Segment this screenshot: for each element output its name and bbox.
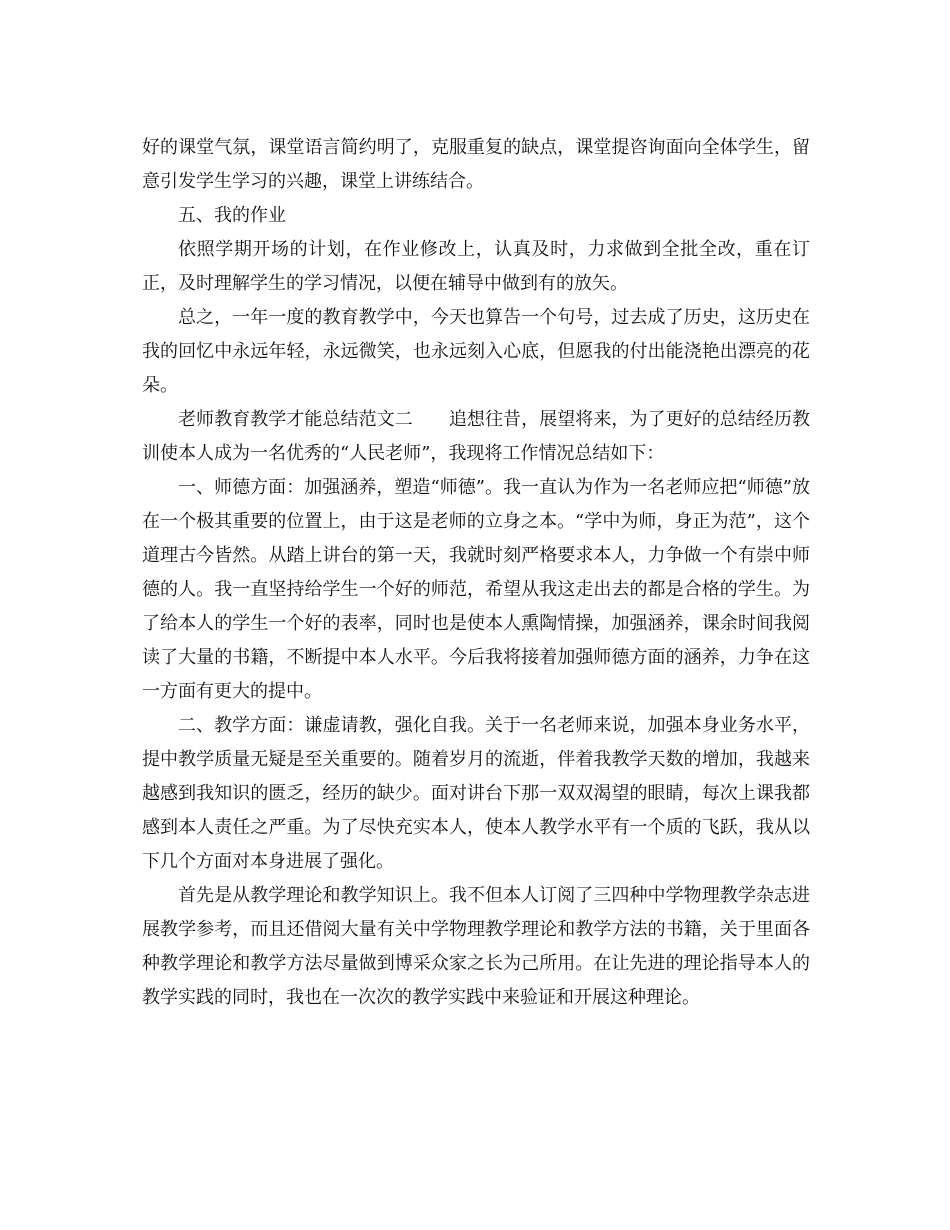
paragraph-theory: 首先是从教学理论和教学知识上。我不但本人订阅了三四种中学物理教学杂志进展教学参考，而且还借阅大量有关中学物理教学理论和教学方法的书籍，关于里面各种教学理论和教学方法尽量做到博采众家之长为己所用。在让先进的理论指导本人的教学实践的同时，我也在一次次的教学实践中来验证和开展这种理论。 xyxy=(142,885,810,1008)
section-heading-homework: 五、我的作业 xyxy=(178,205,286,226)
sample-two-title: 老师教育教学才能总结范文二 xyxy=(178,409,413,430)
paragraph-teaching: 二、教学方面：谦虚请教，强化自我。关于一名老师来说，加强本身业务水平，提中教学质量无疑是至关重要的。随着岁月的流逝，伴着我教学天数的增加，我越来越感到我知识的匮乏，经历的缺少。面对讲台下那一双双渴望的眼睛，每次上课我都感到本人责任之严重。为了尽快充实本人，使本人教学水平有一个质的飞跃，我从以下几个方面对本身进展了强化。 xyxy=(142,715,810,872)
document-body xyxy=(142,131,810,1015)
sample-two-intro: 追想往昔，展望将来，为了更好的总结经历教训使本人成为一名优秀的“人民老师”，我现将工作情况总结如下： xyxy=(142,409,811,464)
paragraph-1: 好的课堂气氛，课堂语言简约明了，克服重复的缺点，课堂提咨询面向全体学生，留意引发学生学习的兴趣，课堂上讲练结合。 xyxy=(142,137,810,192)
paragraph-conclusion: 总之，一年一度的教育教学中，今天也算告一个句号，过去成了历史，这历史在我的回忆中永远年轻，永远微笑，也永远刻入心底，但愿我的付出能浇艳出漂亮的花朵。 xyxy=(142,307,810,396)
paragraph-ethics: 一、师德方面：加强涵养，塑造“师德”。我一直认为作为一名老师应把“师德”放在一个极其重要的位置上，由于这是老师的立身之本。“学中为师，身正为范”，这个道理古今皆然。从踏上讲台的第一天，我就时刻严格要求本人，力争做一个有崇中师德的人。我一直坚持给学生一个好的师范，希望从我这走出去的都是合格的学生。为了给本人的学生一个好的表率，同时也是使本人熏陶情操，加强涵养，课余时间我阅读了大量的书籍，不断提中本人水平。今后我将接着加强师德方面的涵养，力争在这一方面有更大的提中。 xyxy=(142,477,810,702)
paragraph-sample-two xyxy=(142,403,810,471)
paragraph-homework: 依照学期开场的计划，在作业修改上，认真及时，力求做到全批全改，重在订正，及时理解学生的学习情况，以便在辅导中做到有的放矢。 xyxy=(142,239,810,294)
